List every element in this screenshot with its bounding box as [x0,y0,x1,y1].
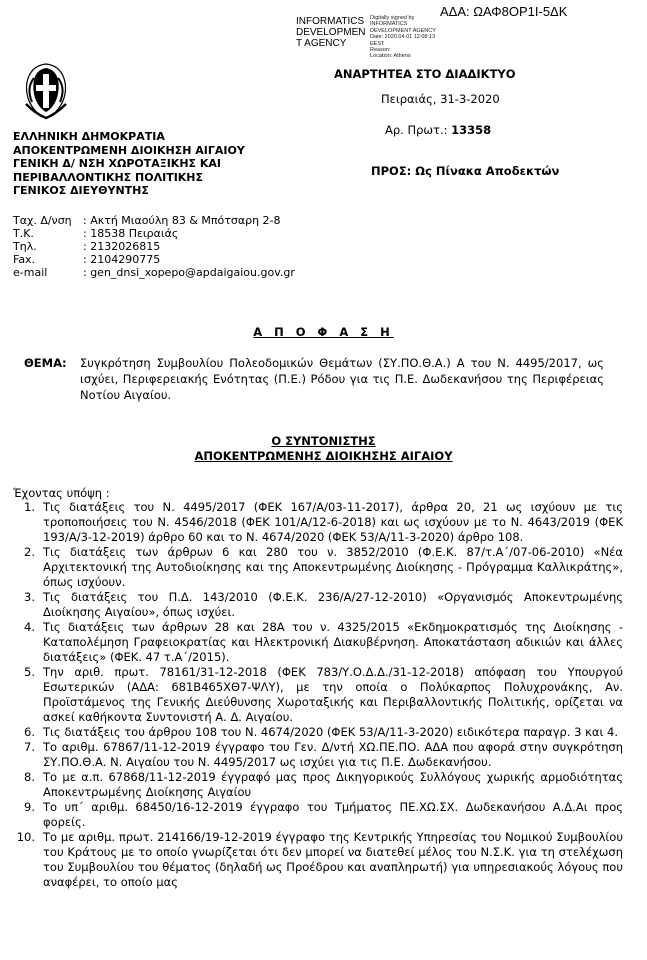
sender-line: ΑΠΟΚΕΝΤΡΩΜΕΝΗ ΔΙΟΙΚΗΣΗ ΑΙΓΑΙΟΥ [13,143,245,157]
sender-block [13,130,245,198]
document-title: Α Π Ο Φ Α Σ Η [253,325,394,339]
protocol-number: Αρ. Πρωτ.: 13358 [385,123,492,137]
subject-body: Συγκρότηση Συμβουλίου Πολεοδομικών Θεμάτων (ΣΥ.ΠΟ.Θ.Α.) Α του Ν. 4495/2017, ως ισχύει, Περιφερειακής Ενότητας (Π.Ε.) Ρόδου για τις Π.Ε. Δωδεκανήσου της Περιφέρειας Νοτίου Αιγαίου. [80,356,604,402]
list-item: 6. Τις διατάξεις του άρθρου 108 του Ν. 4674/2020 (ΦΕΚ 53/Α/11-3-2020) ειδικότερα παραγρ. 3 και 4. [24,725,619,739]
document-date: Πειραιάς, 31-3-2020 [381,92,500,106]
contact-row: Fax. : 2104290775 [13,253,161,266]
ada-code: ΑΔΑ: ΩΑΦ8ΟΡ1Ι-5ΔΚ [440,4,568,19]
contact-row: e-mail : gen_dnsi_xopepo@apdaigaiou.gov.gr [13,266,295,279]
sender-line: ΕΛΛΗΝΙΚΗ ΔΗΜΟΚΡΑΤΙΑ [13,130,165,143]
issuer-block: Ο ΣΥΝΤΟΝΙΣΤΗΣ ΑΠΟΚΕΝΤΡΩΜΕΝΗΣ ΔΙΟΙΚΗΣΗΣ ΑΙΓΑΙΟΥ [194,434,453,463]
considering-label: Έχοντας υπόψη : [13,486,110,500]
list-item: 3. Τις διατάξεις του Π.Δ. 143/2010 (Φ.Ε.Κ. 236/Α/27-12-2010) «Οργανισμός Αποκεντρωμένης Διοίκησης Αιγαίου», όπως ισχύει. [24,590,623,619]
sender-line: ΓΕΝΙΚΟΣ ΔΙΕΥΘΥΝΤΗΣ [13,184,149,197]
signature-details: Digitally signed by INFORMATICS DEVELOPMENT AGENCY Date: 2020.04.01 12:08:13 EEST Reason: Location: Athens [370,15,436,60]
contact-row: Ταχ. Δ/νση : Ακτή Μιαούλη 83 & Μπότσαρη 2-8 [13,214,281,227]
considerations-list [13,500,623,890]
subject-block [24,355,604,403]
posting-notice: ΑΝΑΡΤΗΤΕΑ ΣΤΟ ΔΙΑΔΙΚΤΥΟ [334,67,516,81]
list-item: 9. Το υπ΄ αριθμ. 68450/16-12-2019 έγγραφο του Τμήματος ΠΕ.ΧΩ.ΣΧ. Δωδεκανήσου Α.Δ.Αι προς φορείς. [24,800,623,829]
recipients: ΠΡΟΣ: Ως Πίνακα Αποδεκτών [371,164,560,178]
sender-line: ΠΕΡΙΒΑΛΛΟΝΤΙΚΗΣ ΠΟΛΙΤΙΚΗΣ [13,170,204,184]
list-item: 7. Το αριθμ. 67867/11-12-2019 έγγραφο του Γεν. Δ/ντή ΧΩ.ΠΕ.ΠΟ. ΑΔΑ που αφορά στην συγκρότηση ΣΥ.ΠΟ.Θ.Α. Ν. Αιγαίου του Ν. 4495/2017 ως ισχύει για τις Π.Ε. Δωδεκανήσου. [24,740,623,769]
list-item: 10. Το με αριθμ. πρωτ. 214166/19-12-2019 έγγραφο της Κεντρικής Υπηρεσίας του Νομικού Συμβουλίου του Κράτους με το οποίο γνωρίζεται ότι δεν μπορεί να διατεθεί μέλος του Ν.Σ.Κ. για τη στελέχωση του Συμβουλίου του θέματος (δηλαδή ως Προέδρου και αναπληρωτή) για υπηρεσιακούς λόγους που αναφέρει, το οποίο μας [16,830,623,889]
greek-emblem-icon [14,58,78,122]
signature-organization: INFORMATICS DEVELOPMEN T AGENCY [296,16,366,49]
list-item: 5. Την αριθ. πρωτ. 78161/31-12-2018 (ΦΕΚ 783/Υ.Ο.Δ.Δ./31-12-2018) απόφαση του Υπουργού Εσωτερικών (ΑΔΑ: 681Β465ΧΘ7-ΨΛΥ), με την οποία ο Πολύκαρπος Πολυχρονάκης, Αν. Προϊστάμενος της Γενικής Διεύθυνσης Χωροταξικής και Περιβαλλοντικής Πολιτικής, ορίζεται να ασκεί καθήκοντα Συντονιστή Α. Δ. Αιγαίου. [24,665,623,724]
list-item: 2. Τις διατάξεις των άρθρων 6 και 280 του ν. 3852/2010 (Φ.Ε.Κ. 87/τ.Α΄/07-06-2010) «Νέα Αρχιτεκτονική της Αυτοδιοίκησης και της Αποκεντρωμένης Διοίκησης - Πρόγραμμα Καλλικράτης», όπως ισχύουν. [24,545,623,589]
subject-label: ΘΕΜΑ: [24,356,67,370]
list-item: 1. Τις διατάξεις του Ν. 4495/2017 (ΦΕΚ 167/Α/03-11-2017), άρθρα 20, 21 ως ισχύουν με τις τροποποιήσεις του Ν. 4546/2018 (ΦΕΚ 101/Α/12-6-2018) και ως ισχύουν με το Ν. 4643/2019 (ΦΕΚ 193/Α/3-12-2019) άρθρο 60 και το Ν. 4674/2020 (ΦΕΚ 53/Α/11-3-2020) άρθρο 108. [24,500,623,544]
contact-row: Τ.Κ. : 18538 Πειραιάς [13,227,179,240]
contact-row: Τηλ. : 2132026815 [13,240,161,253]
list-item: 8. Το με α.π. 67868/11-12-2019 έγγραφό μας προς Δικηγορικούς Συλλόγους χωρικής αρμοδιότητας Αποκεντρωμένης Διοίκησης Αιγαίου [24,770,623,799]
contact-block [13,214,295,279]
list-item: 4. Τις διατάξεις των άρθρων 28 και 28Α του ν. 4325/2015 «Εκδημοκρατισμός της Διοίκησης - Καταπολέμηση Γραφειοκρατίας και Ηλεκτρονική Διακυβέρνηση. Αποκατάσταση αδικιών και άλλες διατάξεις» (ΦΕΚ. 47 τ.Α΄/2015). [24,620,623,664]
sender-line: ΓΕΝΙΚΗ Δ/ ΝΣΗ ΧΩΡΟΤΑΞΙΚΗΣ ΚΑΙ [13,157,222,170]
